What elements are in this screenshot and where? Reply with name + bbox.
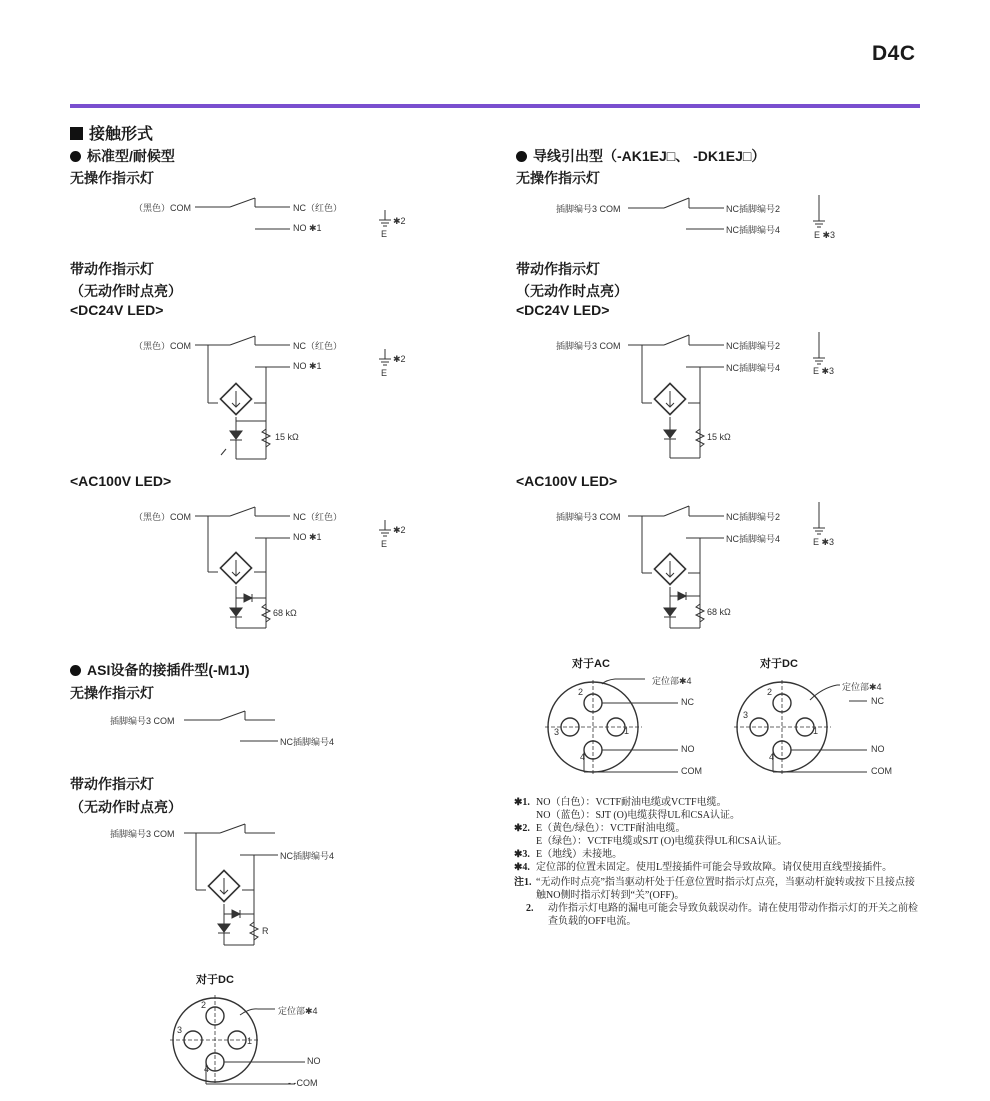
pin-4-label: 4 <box>580 752 586 762</box>
square-bullet-icon <box>70 127 83 140</box>
lead-type-title: 导线引出型（-AK1EJ□、 -DK1EJ□） <box>516 146 765 166</box>
asi-no-lamp-heading: 无操作指示灯 <box>70 685 154 701</box>
resistor-label: 15 kΩ <box>707 432 731 442</box>
nc-label: NC（红色） <box>293 341 342 351</box>
nc-label: NC插脚编号4 <box>280 851 335 861</box>
circuit-lead-ac100v-led <box>556 500 856 630</box>
asi-lamp-note: （无动作时点亮） <box>70 799 182 815</box>
no-label: NO ✱1 <box>293 223 322 233</box>
footnote-item: NO（蓝色）：SJT (O)电缆获得UL和CSA认证。 <box>536 810 740 821</box>
resistor-label: 68 kΩ <box>707 607 731 617</box>
pin-2-label: 2 <box>201 1000 207 1010</box>
connector-left-dc <box>160 990 360 1095</box>
no-label: NO ✱1 <box>293 532 322 542</box>
connector-ac <box>540 672 740 782</box>
asi-with-lamp-heading: 带动作指示灯 <box>70 776 154 792</box>
left-standard-title: 标准型/耐候型 <box>70 146 175 166</box>
bullet-icon <box>70 151 81 162</box>
ground-label: E <box>381 539 388 549</box>
pin-1-label: 1 <box>813 726 819 736</box>
resistor-label: 15 kΩ <box>275 432 299 442</box>
remark-item: 2. 动作指示灯电路的漏电可能会导致负载误动作。请在使用带动作指示灯的开关之前检查负载的OFF电流。 <box>526 903 918 927</box>
star2-label: ✱2 <box>393 354 406 364</box>
left-connector-dc-title: 对于DC <box>196 974 234 986</box>
left-with-lamp-heading: 带动作指示灯 <box>70 261 154 277</box>
no-label: NO <box>681 744 695 754</box>
nc-label: NC <box>871 696 884 706</box>
right-with-lamp-heading: 带动作指示灯 <box>516 261 600 277</box>
footnote-item: ✱3. E（地线）未接地。 <box>514 849 623 860</box>
nc-label: NC插脚编号2 <box>726 512 781 522</box>
com-label: 插脚编号3 COM <box>556 341 621 351</box>
footnotes <box>514 796 919 928</box>
ground-label: E ✱3 <box>813 537 835 547</box>
circuit-std-no-lamp <box>120 192 420 242</box>
footnote-item: ✱4. 定位部的位置未固定。使用L型接插件可能会导致故障。请仅使用直线型接插件。 <box>514 862 893 873</box>
no-label: NO ✱1 <box>293 361 322 371</box>
pin-2-label: 2 <box>578 687 584 697</box>
footnote-item: E（绿色）：VCTF电缆或SJT (O)电缆获得UL和CSA认证。 <box>536 836 788 847</box>
circuit-asi-with-lamp <box>110 820 410 950</box>
nc-label: NC插脚编号2 <box>726 341 781 351</box>
com-label: （黑色）COM <box>134 512 191 522</box>
model-code: D4C <box>872 42 916 65</box>
connector-ac-title: 对于AC <box>572 658 610 670</box>
ground-label: E ✱3 <box>814 230 836 240</box>
nc-label: NC（红色） <box>293 512 342 522</box>
connector-dc <box>732 672 932 782</box>
footnote-item: ✱1. NO（白色）：VCTF耐油电缆或VCTF电缆。 <box>514 797 727 808</box>
nc-label: NC（红色） <box>293 203 342 213</box>
left-no-lamp-heading: 无操作指示灯 <box>70 170 154 186</box>
locator-label: 定位部✱4 <box>652 676 692 686</box>
ground-label: E <box>381 368 388 378</box>
header-rule <box>70 104 920 108</box>
pin-4-label: 4 <box>204 1064 210 1074</box>
footnote-item: ✱2. E（黄色/绿色）：VCTF耐油电缆。 <box>514 823 686 834</box>
ground-label: E ✱3 <box>813 366 835 376</box>
no-label: NO <box>871 744 885 754</box>
locator-label: 定位部✱4 <box>842 682 882 692</box>
com-label: COM <box>681 766 702 776</box>
pin-3-label: 3 <box>554 727 560 737</box>
star2-label: ✱2 <box>393 525 406 535</box>
nc-label: NC插脚编号2 <box>726 204 781 214</box>
left-lamp-note: （无动作时点亮） <box>70 283 182 299</box>
right-ac-led-heading: <AC100V LED> <box>516 473 618 489</box>
right-lamp-note: （无动作时点亮） <box>516 283 628 299</box>
star2-label: ✱2 <box>393 216 406 226</box>
com-label: 插脚编号3 COM <box>556 204 621 214</box>
circuit-dc24v-led <box>120 333 420 463</box>
connector-dc-title: 对于DC <box>760 658 798 670</box>
resistor-label: 68 kΩ <box>273 608 297 618</box>
circuit-asi-no-lamp <box>110 705 410 750</box>
bullet-icon <box>516 151 527 162</box>
remark-item: 注1. “无动作时点亮”指当驱动杆处于任意位置时指示灯点亮，当驱动杆旋转或按下且接点接触NO侧时指示灯转到“关”(OFF)。 <box>514 877 915 901</box>
locator-label: 定位部✱4 <box>278 1006 318 1016</box>
ground-label: E <box>381 229 388 239</box>
circuit-lead-no-lamp <box>556 192 856 242</box>
com-label: 插脚编号3 COM <box>110 716 175 726</box>
nc-label: NC <box>681 697 694 707</box>
pin-1-label: 1 <box>624 726 630 736</box>
com-label: COM <box>871 766 892 776</box>
asi-title: ASI设备的接插件型(-M1J) <box>70 660 250 680</box>
circuit-lead-dc24v-led <box>556 330 856 460</box>
pin-1-label: 1 <box>247 1036 253 1046</box>
no-label: NC插脚编号4 <box>726 225 781 235</box>
left-dc-led-heading: <DC24V LED> <box>70 302 164 318</box>
pin-4-label: 4 <box>769 752 775 762</box>
com-label: - -COM <box>288 1078 318 1088</box>
right-dc-led-heading: <DC24V LED> <box>516 302 610 318</box>
com-label: （黑色）COM <box>134 341 191 351</box>
section-title: 接触形式 <box>70 121 153 144</box>
com-label: （黑色）COM <box>134 203 191 213</box>
nc-label: NC插脚编号4 <box>280 737 335 747</box>
pin-3-label: 3 <box>743 710 749 720</box>
pin-3-label: 3 <box>177 1025 183 1035</box>
right-no-lamp-heading: 无操作指示灯 <box>516 170 600 186</box>
resistor-label: R <box>262 926 269 936</box>
pin-2-label: 2 <box>767 687 773 697</box>
left-ac-led-heading: <AC100V LED> <box>70 473 172 489</box>
no-label: NC插脚编号4 <box>726 534 781 544</box>
circuit-ac100v-led <box>120 504 420 634</box>
bullet-icon <box>70 665 81 676</box>
com-label: 插脚编号3 COM <box>110 829 175 839</box>
no-label: NC插脚编号4 <box>726 363 781 373</box>
com-label: 插脚编号3 COM <box>556 512 621 522</box>
no-label: NO <box>307 1056 321 1066</box>
